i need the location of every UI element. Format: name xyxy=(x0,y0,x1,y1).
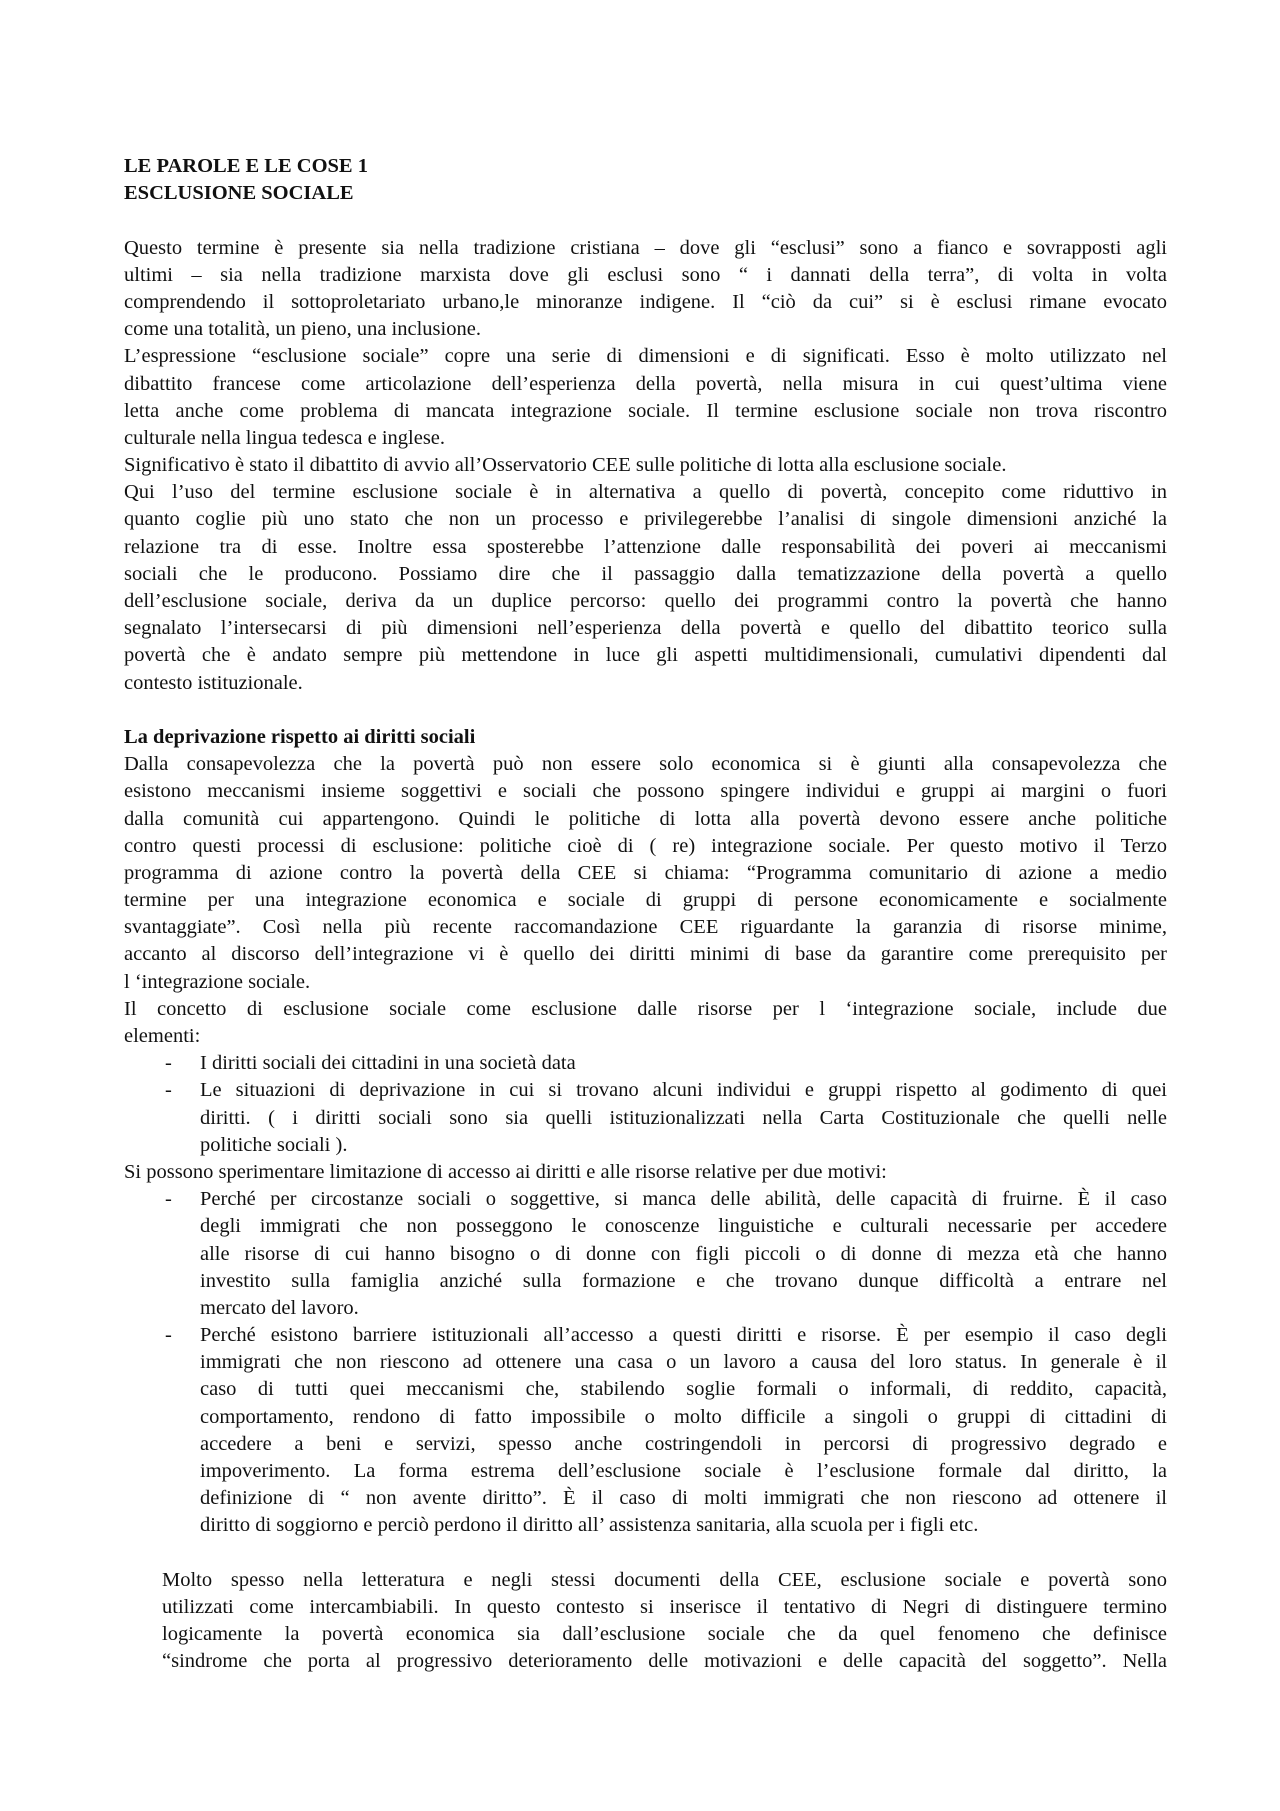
text-line: contro questi processi di esclusione: politiche cioè di ( re) integrazione sociale. Per questo motivo il Terzo xyxy=(124,834,1167,857)
text-line: sociali che le producono. Possiamo dire che il passaggio dalla tematizzazione della povertà a quello xyxy=(124,562,1167,585)
text-line: definizione di “ non avente diritto”. È il caso di molti immigrati che non riescono ad ottenere il xyxy=(200,1487,1167,1510)
paragraph xyxy=(124,1159,1167,1186)
text-line: utilizzati come intercambiabili. In questo contesto si inserisce il tentativo di Negri di distinguere termino xyxy=(162,1595,1167,1618)
document-page xyxy=(124,153,1167,1676)
bullet-item xyxy=(124,1077,1167,1159)
text-line: comportamento, rendono di fatto impossibile o molto difficile a singoli o gruppi di cittadini di xyxy=(200,1405,1167,1428)
bullet-dash: - xyxy=(165,1324,172,1347)
text-line: politiche sociali ). xyxy=(200,1133,348,1156)
text-line: programma di azione contro la povertà della CEE si chiama: “Programma comunitario di azione a medio xyxy=(124,861,1167,884)
paragraph xyxy=(124,751,1167,996)
text-line: mercato del lavoro. xyxy=(200,1296,359,1319)
text-line: degli immigrati che non posseggono le conoscenze linguistiche e culturali necessarie per accedere xyxy=(200,1215,1167,1238)
text-line: investito sulla famiglia anziché sulla formazione e che trovano dunque difficoltà a entrare nel xyxy=(200,1269,1167,1292)
section-heading xyxy=(124,724,1167,751)
bullet-item xyxy=(124,1050,1167,1077)
text-line: Qui l’uso del termine esclusione sociale è in alternativa a quello di povertà, concepito come riduttivo in xyxy=(124,481,1167,504)
text-line: ultimi – sia nella tradizione marxista dove gli esclusi sono “ i dannati della terra”, di volta in volta xyxy=(124,263,1167,286)
text-line: “sindrome che porta al progressivo deterioramento delle motivazioni e delle capacità del soggetto”. Nella xyxy=(162,1650,1167,1673)
text-line: povertà che è andato sempre più mettendone in luce gli aspetti multidimensionali, cumulativi dipendenti dal xyxy=(124,644,1167,667)
text-line: comprendendo il sottoproletariato urbano,le minoranze indigene. Il “ciò da cui” si è esclusi rimane evocato xyxy=(124,290,1167,313)
text-line: Significativo è stato il dibattito di avvio all’Osservatorio CEE sulle politiche di lotta alla esclusione sociale. xyxy=(124,454,1007,477)
text-line: quanto coglie più uno stato che non un processo e privilegerebbe l’analisi di singole dimensioni anziché la xyxy=(124,508,1167,531)
paragraph xyxy=(124,479,1167,697)
text-line: Perché esistono barriere istituzionali all’accesso a questi diritti e risorse. È per esempio il caso degli xyxy=(200,1324,1167,1347)
document-title: LE PAROLE E LE COSE 1 xyxy=(124,155,368,177)
text-line: caso di tutti quei meccanismi che, stabilendo soglie formali o informali, di reddito, capacità, xyxy=(200,1378,1167,1401)
text-line: l ‘integrazione sociale. xyxy=(124,970,311,993)
text-line: esistono meccanismi insieme soggettivi e sociali che possono spingere individui e gruppi ai margini o fuori xyxy=(124,780,1167,803)
text-line: I diritti sociali dei cittadini in una società data xyxy=(200,1052,576,1075)
bullet-dash: - xyxy=(165,1079,172,1102)
text-line: Perché per circostanze sociali o soggettive, si manca delle abilità, delle capacità di fruirne. È il caso xyxy=(200,1188,1167,1211)
text-line: svantaggiate”. Così nella più recente raccomandazione CEE riguardante la garanzia di risorse minime, xyxy=(124,916,1167,939)
text-line: relazione tra di esse. Inoltre essa sposterebbe l’attenzione dalle responsabilità dei poveri ai meccanismi xyxy=(124,535,1167,558)
text-line: diritto di soggiorno e perciò perdono il diritto all’ assistenza sanitaria, alla scuola per i figli etc. xyxy=(200,1514,979,1537)
text-line: Il concetto di esclusione sociale come esclusione dalle risorse per l ‘integrazione sociale, include due xyxy=(124,997,1167,1020)
text-line: logicamente la povertà economica sia dall’esclusione sociale che da quel fenomeno che definisce xyxy=(162,1623,1167,1646)
paragraph xyxy=(124,452,1167,479)
paragraph xyxy=(124,1567,1167,1676)
blank-line xyxy=(124,1540,1167,1567)
text-line: dell’esclusione sociale, deriva da un duplice percorso: quello dei programmi contro la povertà che hanno xyxy=(124,590,1167,612)
paragraph xyxy=(124,996,1167,1050)
text-line: Molto spesso nella letteratura e negli stessi documenti della CEE, esclusione sociale e povertà sono xyxy=(162,1568,1167,1591)
text-line: accedere a beni e servizi, spesso anche costringendoli in percorsi di progressivo degrado e xyxy=(200,1432,1167,1455)
text-line: Si possono sperimentare limitazione di accesso ai diritti e alle risorse relative per due motivi: xyxy=(124,1160,887,1183)
text-line: come una totalità, un pieno, una inclusione. xyxy=(124,318,481,341)
text-line: immigrati che non riescono ad ottenere una casa o un lavoro a causa del loro status. In generale è il xyxy=(200,1351,1167,1374)
paragraph xyxy=(124,343,1167,452)
bullet-dash: - xyxy=(165,1052,172,1075)
paragraph xyxy=(124,235,1167,344)
text-line: dalla comunità cui appartengono. Quindi le politiche di lotta alla povertà devono essere anche politiche xyxy=(124,807,1167,830)
bullet-item xyxy=(124,1186,1167,1322)
blank-line xyxy=(124,697,1167,724)
document-subtitle: ESCLUSIONE SOCIALE xyxy=(124,182,354,205)
text-line: Questo termine è presente sia nella tradizione cristiana – dove gli “esclusi” sono a fianco e sovrapposti agli xyxy=(124,236,1167,259)
text-line: segnalato l’intersecarsi di più dimensioni nell’esperienza della povertà e quello del dibattito teorico sulla xyxy=(124,617,1167,640)
text-line: contesto istituzionale. xyxy=(124,671,303,694)
document-body xyxy=(124,207,1167,1675)
text-line: culturale nella lingua tedesca e inglese. xyxy=(124,426,446,449)
text-line: diritti. ( i diritti sociali sono sia quelli istituzionalizzati nella Carta Costituzionale che quelli nelle xyxy=(200,1106,1167,1129)
text-line: letta anche come problema di mancata integrazione sociale. Il termine esclusione sociale non trova riscontro xyxy=(124,399,1167,422)
text-line: Le situazioni di deprivazione in cui si trovano alcuni individui e gruppi rispetto al godimento di quei xyxy=(200,1079,1167,1102)
text-line: La deprivazione rispetto ai diritti sociali xyxy=(124,725,476,748)
blank-line xyxy=(124,207,1167,234)
text-line: impoverimento. La forma estrema dell’esclusione sociale è l’esclusione formale dal diritto, la xyxy=(200,1460,1167,1482)
text-line: accanto al discorso dell’integrazione vi è quello dei diritti minimi di base da garantire come prerequisito per xyxy=(124,943,1167,966)
text-line: elementi: xyxy=(124,1025,201,1047)
text-line: L’espressione “esclusione sociale” copre una serie di dimensioni e di significati. Esso è molto utilizzato nel xyxy=(124,345,1167,368)
text-line: dibattito francese come articolazione dell’esperienza della povertà, nella misura in cui quest’ultima viene xyxy=(124,372,1167,395)
text-line: alle risorse di cui hanno bisogno o di donne con figli piccoli o di donne di mezza età che hanno xyxy=(200,1242,1167,1265)
bullet-item xyxy=(124,1322,1167,1540)
text-line: termine per una integrazione economica e sociale di gruppi di persone economicamente e socialmente xyxy=(124,889,1167,912)
bullet-dash: - xyxy=(165,1188,172,1211)
text-line: Dalla consapevolezza che la povertà può non essere solo economica si è giunti alla consapevolezza che xyxy=(124,753,1167,776)
